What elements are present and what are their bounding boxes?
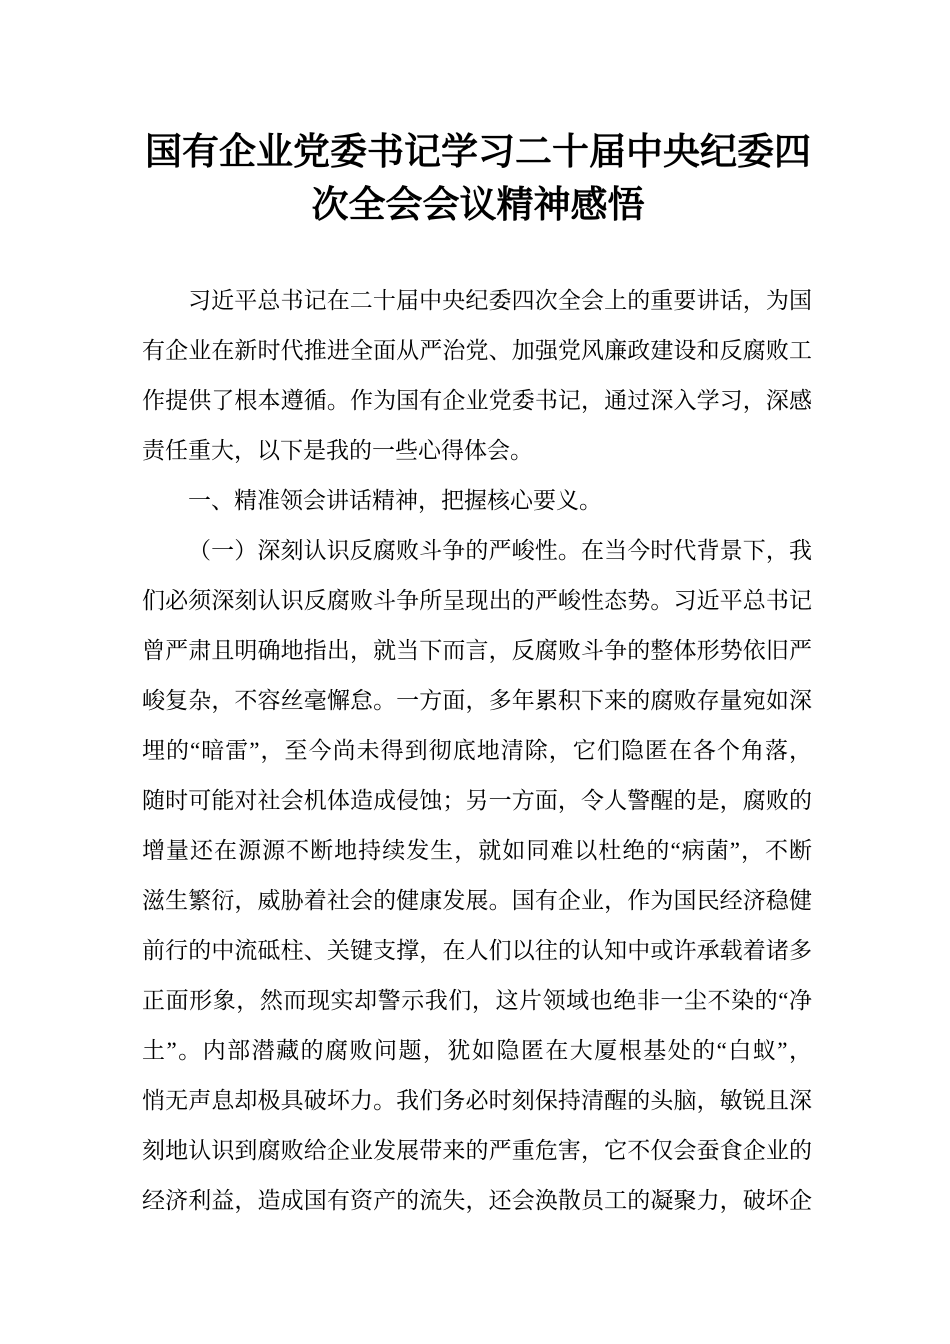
body-line: 土”。内部潜藏的腐败问题，犹如隐匿在大厦根基处的“白蚁”，	[142, 1038, 812, 1063]
document-title-line-2: 次全会会议精神感悟	[311, 184, 645, 225]
body-line: 峻复杂，不容丝毫懈怠。一方面，多年累积下来的腐败存量宛如深	[142, 688, 812, 713]
body-line: 前行的中流砥柱、关键支撑，在人们以往的认知中或许承载着诸多	[142, 938, 812, 963]
body-line: 责任重大，以下是我的一些心得体会。	[142, 438, 533, 463]
body-line: 曾严肃且明确地指出，就当下而言，反腐败斗争的整体形势依旧严	[142, 638, 812, 663]
body-line: 埋的“暗雷”，至今尚未得到彻底地清除，它们隐匿在各个角落，	[142, 738, 812, 763]
body-line: 们必须深刻认识反腐败斗争所呈现出的严峻性态势。习近平总书记	[142, 588, 812, 613]
body-line: 习近平总书记在二十届中央纪委四次全会上的重要讲话，为国	[188, 288, 812, 313]
body-line: （一）深刻认识反腐败斗争的严峻性。在当今时代背景下，我	[188, 538, 812, 563]
document-title-line-1: 国有企业党委书记学习二十届中央纪委四	[145, 131, 811, 172]
body-line: 一、精准领会讲话精神，把握核心要义。	[188, 488, 602, 513]
document-title	[143, 125, 813, 231]
body-line: 悄无声息却极具破坏力。我们务必时刻保持清醒的头脑，敏锐且深	[142, 1088, 812, 1113]
body-line: 滋生繁衍，威胁着社会的健康发展。国有企业，作为国民经济稳健	[142, 888, 812, 913]
body-line: 有企业在新时代推进全面从严治党、加强党风廉政建设和反腐败工	[142, 338, 812, 363]
body-line: 随时可能对社会机体造成侵蚀；另一方面，令人警醒的是，腐败的	[142, 788, 812, 813]
body-line: 刻地认识到腐败给企业发展带来的严重危害，它不仅会蚕食企业的	[142, 1138, 812, 1163]
body-line: 正面形象，然而现实却警示我们，这片领域也绝非一尘不染的“净	[142, 988, 812, 1013]
body-line: 经济利益，造成国有资产的流失，还会涣散员工的凝聚力，破坏企	[142, 1188, 812, 1213]
body-line: 增量还在源源不断地持续发生，就如同难以杜绝的“病菌”，不断	[142, 838, 812, 863]
document-body	[142, 276, 812, 1226]
body-line: 作提供了根本遵循。作为国有企业党委书记，通过深入学习，深感	[142, 388, 812, 413]
